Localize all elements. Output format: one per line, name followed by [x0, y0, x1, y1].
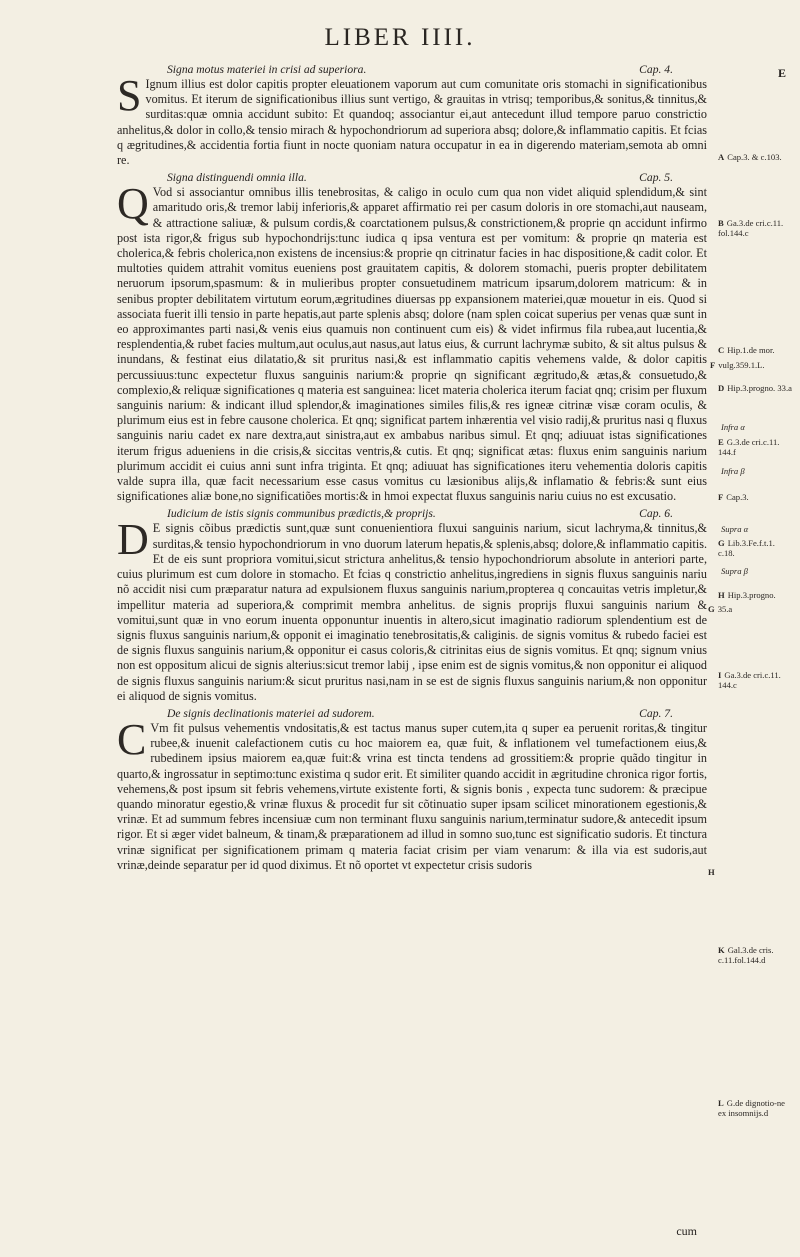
- section-paragraph: [117, 71, 707, 168]
- heading-title: De signis declinationis materiei ad sudorem.: [167, 706, 375, 720]
- paragraph-text: E signis cõibus prædictis sunt,quæ sunt conuenientiora fluxui sanguinis narium, sicut lachryma,& tinnitus,& surditas,& tensio hypochondriorum in vno duorum laterum hepatis,& splenis,absq; dolore,& inflammatio capitis. Et de eis sunt propriora vomitui,sicut strictura anhelitus,& tensio hypochondriorum absolute in anteriori parte, cuius plurimum est cum dolore in stomacho. Et fcias q constrictio anhelitus,ingrediens in signis fluxus sanguinis nariu nõ accidit nisi cum præparatur natura ad expulsionem fluxus sanguinis narium,propterea q concauitas vetris impletur,& impellitur materia ad superiora,& comprimit membra anhelitus. de signis proprijs fluxui sanguinis narium & vomitui,sunt quæ in vno eorum inuenta opponuntur inuentis in altero,sicut imaginatio radiorum splendentium est de signis fluxus sanguinis narium,& opponit ei imaginatio tenebrositatis,& caliginis. de signis vomitus & rubedo faciei est de signis fluxus sanguinis narium,& opponitur ei casus coloris,& citrinitas eius de signis vomitus. Et qnq; signum vnius non est oppositum alicui de signis alterius:sicut tremor labij , ipse enim est de signis vomitus,& non opponitur ei aliquod de signis fluxus sanguinis narium:& sicut pruritus nasi,nam in se est de signis fluxus sanguinis narium,& non opponitur ei aliquod de signis vomitus.: [117, 521, 707, 703]
- margin-note: Infra α: [721, 422, 745, 432]
- section-paragraph: [117, 714, 707, 873]
- section-heading: [117, 170, 707, 185]
- margin-note: G Lib.3.Fe.f.t.1. c.18.: [718, 538, 775, 558]
- margin-note: C Hip.1.de mor.: [718, 345, 775, 355]
- section-heading: [117, 706, 707, 721]
- heading-title: Signa distinguendi omnia illa.: [167, 171, 307, 185]
- margin-note: E G.3.de cri.c.11. 144.f: [718, 437, 780, 457]
- section-heading: [117, 506, 707, 521]
- signature-mark: E: [777, 66, 786, 80]
- margin-note: K Gal.3.de cris. c.11.fol.144.d: [718, 945, 774, 965]
- chapter-number: Cap. 6.: [639, 507, 673, 521]
- margin-note: F vulg.359.1.L.: [710, 360, 765, 370]
- chapter-number: Cap. 7.: [639, 706, 673, 720]
- margin-note: Supra β: [721, 566, 748, 576]
- section-paragraph: [117, 515, 707, 703]
- drop-capital: Q: [117, 179, 149, 229]
- section-paragraph: [117, 179, 707, 504]
- paragraph-text: Vod si associantur omnibus illis tenebrositas, & caligo in oculo cum qua non videt aliquid splendidum,& sint amaritudo oris,& tremor labij inferioris,& apparet affirmatio rei per casum doloris in ore stomachi,aut nauseam, & attractione saliuæ, & pulsum cordis,& coarctationem pulsus,& constrictionem,& proprie qn accidunt infirmo post ista rigor,& frigus sub hypochondrijs:tunc iudica q ipsa ventura est per vomitum: & proprie qn materia est cholerica,& febris cholerica,non existens de incensius:& proprie qn citrinatur facies in hac dispositione,& cadit color. Et multoties quidem attrahit vomitus eueniens post grauitatem capitis, & dolorem stomachi, pueris propter debilitatem neruorum ipsorum,spasmum: & in mulieribus propter consuetudinem matricum ipsarum,dolorem matricum: & in senibus propter debilitatem virtutum eorum,ægritudines diuersas pp expansionem materiei,quæ mouetur in eis. Quod si associata fuerit illi tensio in parte hepatis,aut parte splenis absq; dolore (nam splen coicat superius per venas quæ sunt in eo approximantes parti nasi,& venis eius quamuis non continuent cum eis) & videt infirmus fila rubea,aut lucentia,& resplendentia,& rubet facies multum,aut oculus,aut nasus,aut latus eius, & currunt lachrymæ subito, & sit altus pulsus & inundans, & festinat eius dilatatio,& sit pruritus nasi,& est inflammatio capitis vehemens valde, & dolor capitis percussiuus:tunc expectetur fluxus sanguinis narium:& proprie qn significant ægritudo,& ætas,& consuetudo,& complexio,& reliquæ significationes q materia est sanguinea: licet materia cholerica iterum faciat qnq; crisim per fluxum sanguinis narium: & indicant illud splendor,& imaginationes similes filis,& res igneæ citrinæ visæ coram oculis, & plurimum eius est in febre causone cholerica. Et qnq; significat partem inhærentia vel visio radij,& pruritus nasi q fluxus sanguinis nariu cadet ex nare dextra,aut sinistra,aut ex ambabus naribus simul. Et qnq; adiuuat istas significationes iterum frigus adueniens in die crisis,& siccitas ventris,& cutis. Et qnq; significat ætas: fluxus enim sanguinis narium plurimum accidit ei cuius anni sunt infra triginta. Et qnq; adiuuat has significationes iteru vehementia doloris capitis valde supra illa, quæ facit necessarium esse casus vomitus cu læsionibus alijs,& inflamatio & febris:& sunt eius significationes aliæ bone,no significatiões mortis:& in hmoi expectat fluxus sanguinis nariu cuius no est excusatio.: [117, 185, 707, 504]
- margin-note: Supra α: [721, 524, 749, 534]
- drop-capital: S: [117, 71, 142, 120]
- margin-note: D Hip.3.progno. 33.a: [718, 383, 792, 393]
- heading-title: Iudicium de istis signis communibus prædictis,& proprijs.: [167, 507, 436, 521]
- drop-capital: D: [117, 515, 149, 565]
- drop-capital: C: [117, 714, 147, 764]
- main-text-column: [117, 62, 707, 875]
- chapter-number: Cap. 5.: [639, 171, 673, 185]
- margin-note: Infra β: [721, 466, 745, 476]
- catchword: cum: [676, 1224, 697, 1238]
- margin-note: B Ga.3.de cri.c.11. fol.144.c: [718, 218, 784, 238]
- margin-note: L G.de dignotio-ne ex insomnijs.d: [718, 1098, 785, 1118]
- paragraph-text: Vm fit pulsus vehementis vndositatis,& est tactus manus super cutem,ita q super ea peruenit roritas,& tingitur rubee,& inuenit calefactionem cutis cu hoc maiorem ea, quæ fuit, & inflationem vel tumefactionem eius,& rubedinem ipsius maiorem ea,quæ fuit:& vrina est tincta tendens ad grossitiem:& proprie quãdo tingitur in quarto,& ingrossatur in septimo:tunc existima q sudor erit. Et similiter quando accidit in ægritudine chronica rigor fortis, vehemens,& post ipsum sit febris vehemens,virtute existente forti, & signis bonis , expecta tunc sudorem: & præcipue quando minoratur egestio,& vrinæ fluxus & procedit fur sit cõtinuatio super ipsam scilicet minorationem egestionis,& vrinæ. Et ad summum febres incensiuæ cum non terminant fluxu sanguinis narium,terminatur sudore,& antecedit ipsum rigor. Et si æger videt balneum, & tinam,& præparationem ad illud in somno suo,tunc est significatio sudoris. Et tinctura vrinæ significat per significationem primam q materia faciat crisim per viam venarum: & illa via est sudoris,aut vrinæ,deinde separatur per id quod diximus. Et nõ oportet vt expectetur crisis sudoris: [117, 720, 707, 872]
- section-heading: [117, 62, 707, 77]
- margin-note: H: [708, 867, 715, 877]
- margin-note: G 35.a: [708, 604, 733, 614]
- chapter-number: Cap. 4.: [639, 63, 673, 76]
- running-head: LIBER IIII.: [324, 24, 476, 51]
- heading-title: Signa motus materiei in crisi ad superiora.: [167, 63, 367, 76]
- margin-note: F Cap.3.: [718, 492, 749, 502]
- margin-note: A Cap.3. & c.103.: [718, 152, 782, 162]
- margin-note: I Ga.3.de cri.c.11. 144.c: [718, 670, 781, 690]
- margin-note: H Hip.3.progno.: [718, 590, 776, 600]
- paragraph-text: Ignum illius est dolor capitis propter eleuationem vaporum aut cum comunitate oris stomachi in significationibus vomitus. Et iterum de significationibus illius sunt vertigo, & grauitas in vtrisq; temporibus,& sonitus,& tinnitus,& surditas:quæ omnia accidunt subito: Et quandoq; associantur ei,aut antecedunt illud tempore paruo constrictio anhelitus,& dolor in collo,& tensio mirach & hypochondriorum ad superiora absq; dolore,& inflammatio capitis. Et fcias q ægritudines,& accidentia fortia fiunt in nocte quoniam natura occupatur in ea in digerendo materiam,semota ab omni re.: [117, 77, 707, 168]
